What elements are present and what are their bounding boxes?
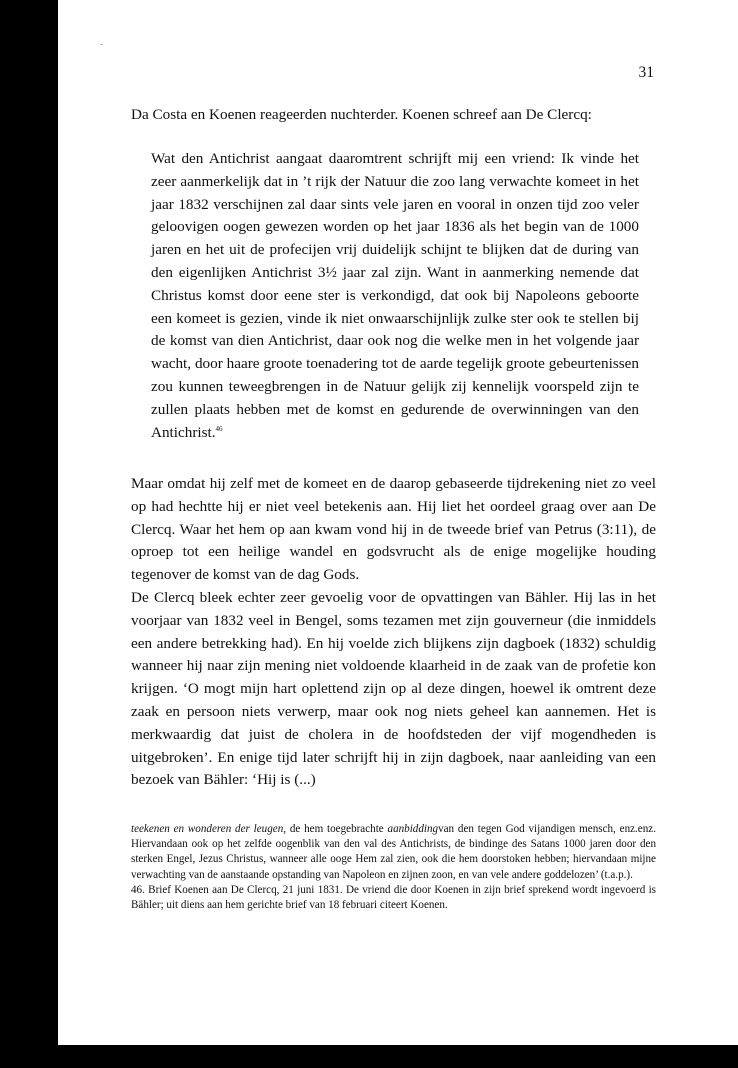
paragraph-2: De Clercq bleek echter zeer gevoelig voor de opvattingen van Bähler. Hij las in het voorjaar van 1832 veel in Bengel, soms tezamen met zijn gouverneur (die inmiddels een andere betrekking had). En hij voelde zich blijkens zijn dagboek (1832) schuldig wanneer hij naar zijn mening niet voldoende klaarheid in de zaak van de profetie kon krijgen. ‘O mogt mijn hart oplettend zijn op al deze dingen, hoewel ik omtrent deze zaak en persoon niets verwerp, maar ook nog niets geheel kan aannemen. Het is merkwaardig dat juist de cholera in de hoofdsteden der vijf mogendheden is uitgebroken’. En enige tijd later schrijft hij in zijn dagboek, naar aanleiding van een bezoek van Bähler: ‘Hij is (...) (131, 588, 656, 789)
footnote-italic-2: aanbidding (387, 823, 439, 835)
scan-speck (100, 44, 103, 45)
intro-line: Da Costa en Koenen reageerden nuchterder. Koenen schreef aan De Clercq: (131, 106, 592, 123)
footnote-ref-46[interactable]: 46 (215, 424, 223, 433)
footnote-italic-1: teekenen en wonderen der leugen, (131, 823, 287, 835)
footnote-continued (131, 822, 656, 883)
footnote-text-1: de hem toegebrachte (286, 823, 388, 835)
paragraph-1: Maar omdat hij zelf met de komeet en de daarop gebaseerde tijdrekening niet zo veel op had hechtte hij er niet veel betekenis aan. Hij liet het oordeel graag over aan De Clercq. Waar het hem op aan kwam vond hij in de tweede brief van Petrus (3:11), de oproep tot een heilige wandel en godsvrucht als de enige mogelijke houding tegenover de komst van de dag Gods. (131, 475, 656, 584)
page-number: 31 (638, 64, 654, 81)
scan-border-bottom (0, 1045, 738, 1068)
block-quote (151, 148, 639, 444)
footnote-text-2: van den tegen God vijandigen mensch, enz.enz. Hiervandaan ook op het zelfde oogenblik van den val des Antichrists, de bindinge des Satans 1000 jaren door den sterken Engel, Jezus Christus, wanneer alle ooge Hem zal zien, ook die hem doorstoken hebben; hiervandaan mijne verwachting van de aanstaande opstanding van Napoleon en zijnen zoon, en van vele andere goddelozen’ (t.a.p.). (131, 823, 656, 881)
footnote-46: 46. Brief Koenen aan De Clercq, 21 juni 1831. De vriend die door Koenen in zijn brief sprekend wordt ingevoerd is Bähler; uit diens aan hem gerichte brief van 18 februari citeert Koenen. (131, 883, 656, 912)
block-quote-text: Wat den Antichrist aangaat daaromtrent schrijft mij een vriend: Ik vinde het zeer aanmerkelijk dat in ’t rijk der Natuur die zoo lang verwachte komeet in het jaar 1832 verschijnen zal daar sints vele jaren en vooral in onzen tijd zoo veler geloovigen oogen gewezen worden op het jaar 1836 als het begin van de 1000 jaren en het uit de profecijen vrij duidelijk schijnt te blijken dat de during van den eigenlijken Antichrist 3½ jaar zal zijn. Want in aanmerking nemende dat Christus komst door eene ster is verkondigd, dat ook bij Napoleons geboorte een komeet is gezien, vinde ik niet onwaarschijnlijk zulke ster ook te stellen bij de komst van dien Antichrist, daar ook nog die welke men in het volgende jaar wacht, door haare groote toenadering tot de aarde tegelijk groote gebeurtenissen zou kunnen teweegbrengen in de Natuur gelijk zij kennelijk voorspeld zijn te zullen plaats hebben met de komst en gedurende de overwinningen van den Antichrist. (151, 150, 639, 441)
footnotes (131, 822, 656, 913)
body-text (131, 473, 656, 792)
scan-border-left (0, 0, 58, 1068)
